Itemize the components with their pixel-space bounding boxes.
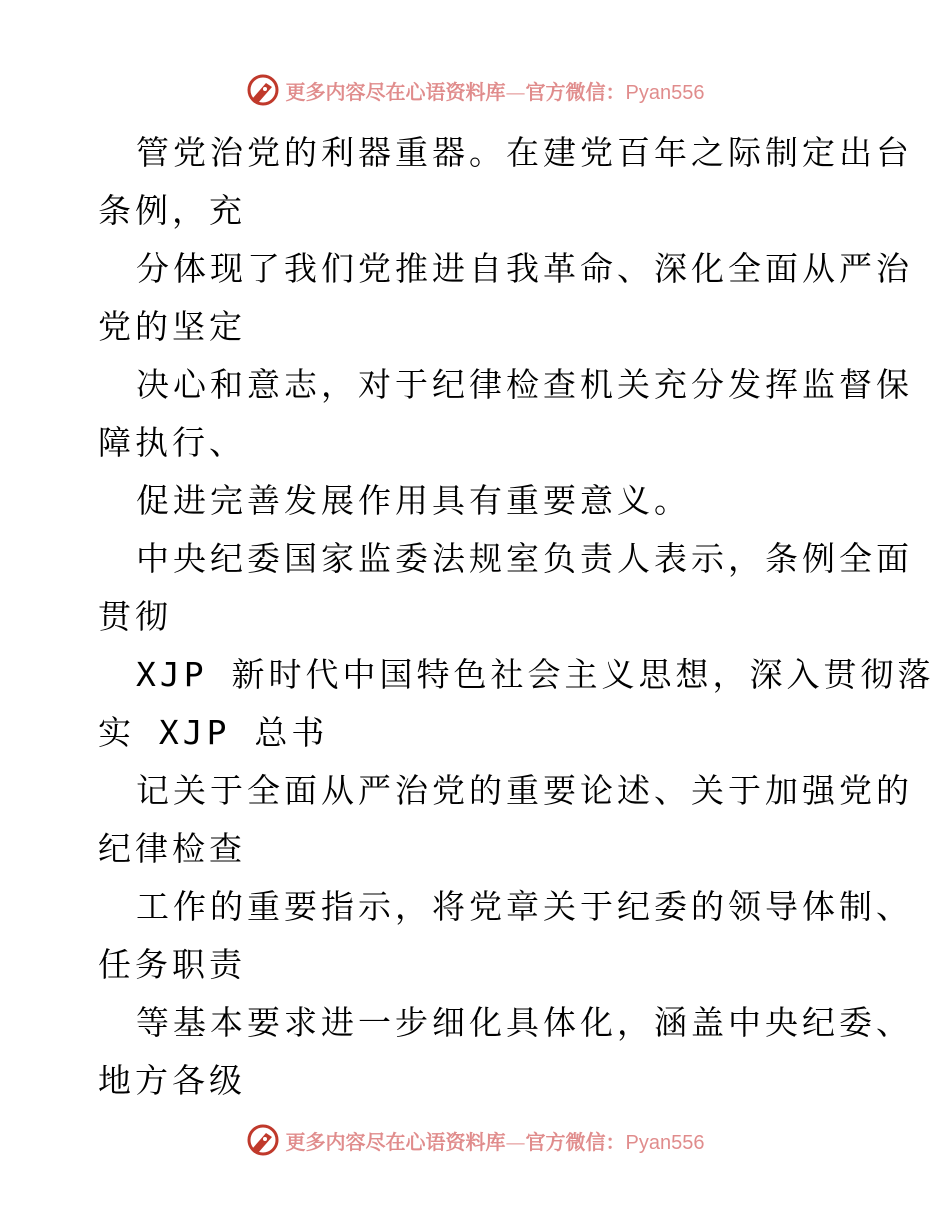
footer-banner-title: 更多内容尽在心语资料库	[285, 1129, 506, 1154]
body-text-line: 管党治党的利器重器。在建党百年之际制定出台	[136, 133, 913, 172]
header-banner-contact: 官方微信：	[525, 79, 626, 104]
body-text-line: 记关于全面从严治党的重要论述、关于加强党的	[136, 771, 913, 810]
header-banner-dash: —	[505, 79, 526, 104]
footer-banner-text	[286, 1126, 705, 1155]
pen-nib-circle-logo-icon	[246, 73, 280, 107]
body-text-line: 等基本要求进一步细化具体化，涵盖中央纪委、	[136, 1003, 913, 1042]
header-banner-wechat-id: Pyan556	[625, 81, 705, 104]
body-text-line: 纪律检查	[98, 829, 246, 868]
body-text-line: 条例，充	[98, 191, 246, 230]
document-body	[98, 124, 935, 1110]
body-text-line: 实 XJP 总书	[98, 713, 329, 752]
body-text-line: 工作的重要指示，将党章关于纪委的领导体制、	[136, 887, 913, 926]
body-text-line: 贯彻	[98, 597, 172, 636]
body-text-line: 障执行、	[98, 423, 246, 462]
footer-banner-dash: —	[505, 1129, 526, 1154]
footer-banner-wechat-id: Pyan556	[625, 1131, 705, 1154]
body-text-line: 决心和意志，对于纪律检查机关充分发挥监督保	[136, 365, 913, 404]
body-text-line: 分体现了我们党推进自我革命、深化全面从严治	[136, 249, 913, 288]
header-banner-title: 更多内容尽在心语资料库	[285, 79, 506, 104]
footer-banner-contact: 官方微信：	[525, 1129, 626, 1154]
header-banner-text	[286, 76, 705, 105]
body-text-line: 党的坚定	[98, 307, 246, 346]
header-banner	[0, 70, 950, 110]
pen-nib-circle-logo-icon	[246, 1123, 280, 1157]
body-text-line: XJP 新时代中国特色社会主义思想，深入贯彻落	[136, 655, 935, 694]
body-text-line: 中央纪委国家监委法规室负责人表示，条例全面	[136, 539, 913, 578]
body-text-line: 促进完善发展作用具有重要意义。	[136, 481, 691, 520]
footer-banner	[0, 1120, 950, 1160]
body-text-line: 任务职责	[98, 945, 246, 984]
body-text-line: 地方各级	[98, 1061, 246, 1100]
